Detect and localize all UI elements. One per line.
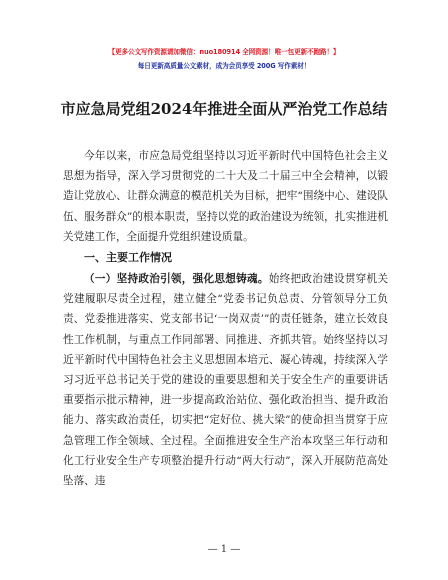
sub-heading-political-guidance: （一）坚持政治引领，强化思想铸魂。 xyxy=(84,273,269,285)
sub-body-political-guidance: 始终把政治建设贯穿机关党建履职尽责全过程，建立健全“党委书记负总责、分管领导分工负责、党委推进落实、党支部书记‘一岗双责’”的责任链条，建立长效良性工作机制，与重点工作同部署、同推进、齐抓共管。始终坚持以习近平新时代中国特色社会主义思想固本培元、凝心铸魂，持续深入学习习近平总书记关于党的建设的重要思想和关于安全生产的重要讲话重要指示批示精神，进一步提高政治站位、强化政治担当、提升政治能力、落实政治责任，切实把“定好位、挑大梁”的使命担当贯穿于应急管理工作全领域、全过程。全面推进安全生产治本攻坚三年行动和化工行业安全生产专项整治提升行动“两大行动”，深入开展防范高处坠落、违 xyxy=(63,273,389,488)
promo-banner-red: 【更多公文写作资源请加微信：nuo180914 全网资源！唯一包更新不跑路！】 xyxy=(108,48,340,56)
promo-banner-blue: 每日更新高质量公文素材，成为会员享受 200G 写作素材！ xyxy=(137,62,311,70)
document-title: 市应急局党组2024年推进全面从严治党工作总结 xyxy=(60,100,388,118)
section-paragraph-political-guidance xyxy=(63,269,388,491)
section-heading-main-work: 一、主要工作情况 xyxy=(84,251,172,264)
page-number: — 1 — xyxy=(207,544,241,555)
intro-paragraph: 今年以来，市应急局党组坚持以习近平新时代中国特色社会主义思想为指导，深入学习贯彻党的二十大及二十届三中全会精神，以锻造让党放心、让群众满意的模范机关为目标，把牢“围绕中心、建设队伍、服务群众”的根本职责，坚持以党的政治建设为统领，扎实推进机关党建工作，全面提升党组织建设质量。 xyxy=(63,150,388,243)
